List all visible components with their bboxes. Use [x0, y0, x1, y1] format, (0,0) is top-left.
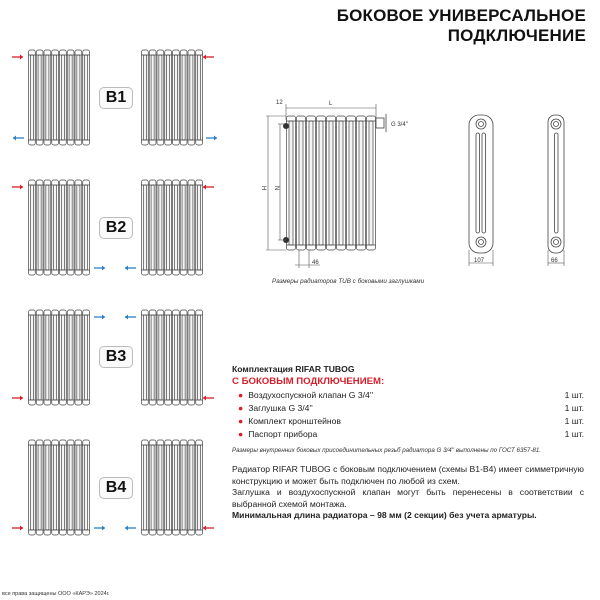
valve-fitting	[376, 114, 386, 132]
radiator-icon	[28, 310, 90, 405]
return-arrow-icon	[125, 526, 136, 531]
return-arrow-icon	[94, 315, 105, 320]
scheme-label-b2: B2	[99, 217, 133, 239]
kit-item: ● Паспорт прибора 1 шт.	[238, 429, 584, 439]
kit-item: ● Воздухоспускной клапан G 3/4'' 1 шт.	[238, 390, 584, 400]
radiator-icon	[141, 310, 203, 405]
thread-label: G 3/4''	[391, 122, 408, 128]
radiator-icon	[286, 116, 376, 250]
kit-item: ● Комплект кронштейнов 1 шт.	[238, 416, 584, 426]
dim-n: N	[273, 186, 279, 191]
supply-arrow-icon	[203, 55, 214, 60]
supply-arrow-icon	[203, 185, 214, 190]
description: Радиатор RIFAR TUBOG с боковым подключением (схемы В1-В4) имеет симметричную конструкцию и может быть подключен по любой из схем. Заглушка и воздухоспускной клапан могут быть перенесены в соответствии с выбранной схемой монтажа. Минимальная длина радиатора – 98 мм (2 секции) без учета арматуры.	[232, 464, 584, 520]
bullet-icon: ●	[238, 416, 244, 426]
thread-note: Размеры внутренних боковых присоединительных резьб радиатора G 3/4'' выполнены по ГОСТ 6357-81.	[232, 447, 541, 454]
dim-107: 107	[474, 258, 485, 264]
dim-46: 46	[312, 260, 319, 266]
dim-12: 12	[276, 100, 283, 106]
supply-arrow-icon	[12, 526, 23, 531]
radiator-icon	[141, 180, 203, 275]
dimension-drawing	[240, 90, 600, 280]
supply-arrow-icon	[203, 396, 214, 401]
supply-arrow-icon	[203, 526, 214, 531]
radiator-front-view	[283, 116, 376, 250]
page-title: БОКОВОЕ УНИВЕРСАЛЬНОЕ ПОДКЛЮЧЕНИЕ	[336, 6, 586, 45]
drawing-caption: Размеры радиаторов TUB с боковыми заглушками	[272, 278, 425, 285]
return-arrow-icon	[125, 315, 136, 320]
connection-schemes	[0, 0, 230, 560]
dim-l: L	[329, 101, 333, 107]
return-arrow-icon	[206, 136, 217, 141]
kit-item: ● Заглушка G 3/4'' 1 шт.	[238, 403, 584, 413]
radiator-icon	[28, 440, 90, 535]
kit-heading: Комплектация RIFAR TUBOG	[232, 364, 355, 374]
return-arrow-icon	[94, 266, 105, 271]
return-arrow-icon	[125, 266, 136, 271]
radiator-icon	[28, 180, 90, 275]
bullet-icon: ●	[238, 429, 244, 439]
scheme-label-b4: B4	[99, 477, 133, 499]
radiator-side-views	[469, 115, 564, 253]
copyright: все права защищены ООО «КАРЭ» 2024г.	[2, 591, 110, 597]
dim-h: H	[260, 186, 266, 191]
return-arrow-icon	[94, 526, 105, 531]
kit-subheading: С БОКОВЫМ ПОДКЛЮЧЕНИЕМ:	[232, 376, 385, 387]
supply-arrow-icon	[12, 55, 23, 60]
radiator-icon	[28, 50, 90, 145]
kit-section	[232, 364, 584, 441]
supply-arrow-icon	[12, 396, 23, 401]
bullet-icon: ●	[238, 403, 244, 413]
bullet-icon: ●	[238, 390, 244, 400]
radiator-icon	[141, 440, 203, 535]
dim-66: 66	[551, 258, 558, 264]
radiator-icon	[141, 50, 203, 145]
supply-arrow-icon	[12, 185, 23, 190]
scheme-label-b3: B3	[99, 346, 133, 368]
return-arrow-icon	[13, 136, 24, 141]
scheme-label-b1: B1	[99, 87, 133, 109]
